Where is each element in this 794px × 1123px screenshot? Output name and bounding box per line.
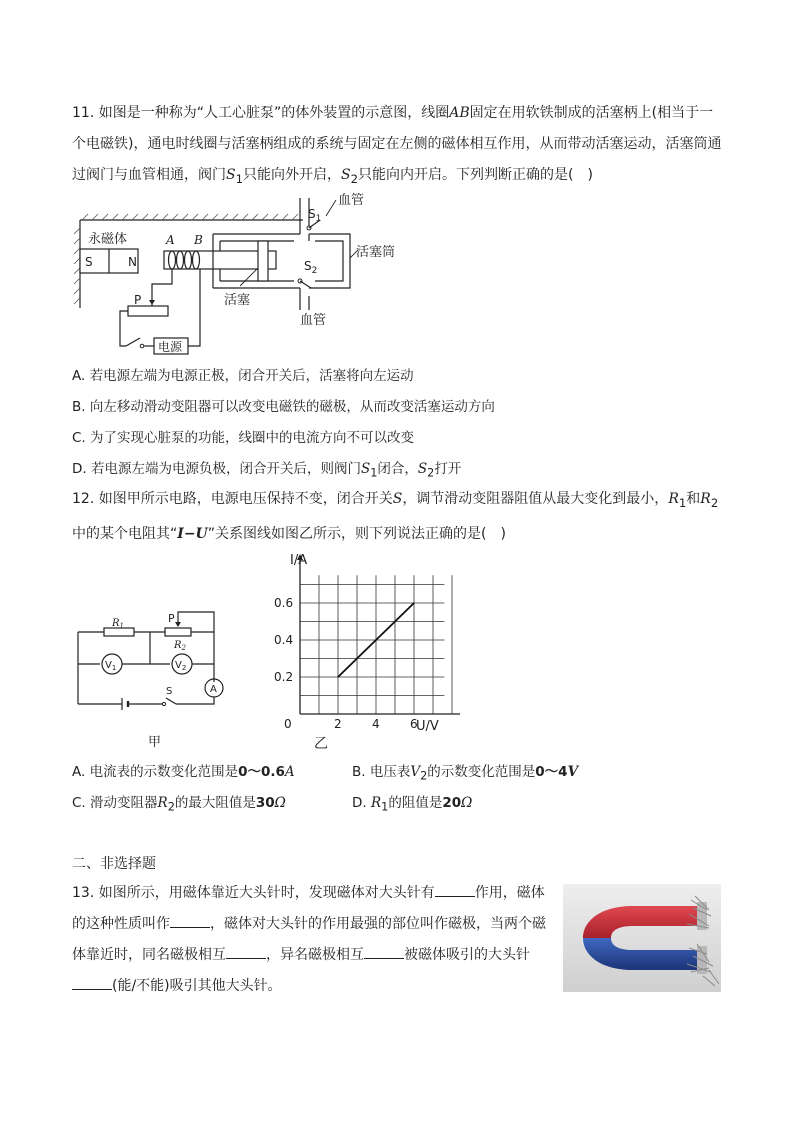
heart-pump-diagram	[68, 188, 408, 358]
svg-text:P: P	[168, 612, 175, 625]
q12-option-a[interactable]: A. 电流表的示数变化范围是0～0.6A	[72, 764, 295, 780]
voltmeter-v2: $V_2$	[175, 660, 187, 672]
q12-option-d[interactable]: D. $R_1$的阻值是20Ω	[352, 795, 473, 814]
graph-grid	[300, 575, 452, 714]
q11-stem: 11. 如图是一种称为“人工心脏泵”的体外装置的示意图，线圈AB固定在用软铁制成的活塞柄上(相当于一个电磁铁)，通电时线圈与活塞柄组成的系统与固定在左侧的磁体相互作用，从而带动活塞运动，活塞筒通过阀门与血管相通，阀门$S_1$只能向外开启，$S_2$只能向内开启。下列判断正确的是( )	[72, 105, 722, 186]
svg-text:活塞: 活塞	[224, 293, 251, 308]
blank-4[interactable]	[364, 944, 404, 959]
y-tick-label: 0.6	[274, 596, 294, 610]
section-heading: 二、非选择题	[72, 856, 156, 872]
q11-option-b[interactable]: B. 向左移动滑动变阻器可以改变电磁铁的磁极，从而改变活塞运动方向	[72, 399, 495, 415]
svg-text:血管: 血管	[300, 313, 327, 328]
magnet-label: 永磁体	[88, 232, 128, 247]
x-tick-label: 0	[284, 717, 292, 731]
iu-graph	[270, 546, 460, 752]
horseshoe-magnet-photo	[563, 884, 721, 992]
q13-stem: 13. 如图所示，用磁体靠近大头针时，发现磁体对大头针有 作用，磁体的这种性质叫作 ，磁体对大头针的作用最强的部位叫作磁极，当两个磁体靠近时，同名磁极相互 ，异名磁极相互 被磁体吸引的大头针(能/不能)吸引其他大头针。	[72, 878, 552, 1002]
circuit-caption: 甲	[148, 735, 162, 748]
q12-option-b[interactable]: B. 电压表$V_2$的示数变化范围是0～4V	[352, 764, 579, 783]
svg-text:活塞筒: 活塞筒	[356, 245, 396, 260]
q12-stem: 12. 如图甲所示电路，电源电压保持不变，闭合开关S，调节滑动变阻器阻值从最大变化到最小，$R_1$和$R_2$中的某个电阻其“I−U”关系图线如图乙所示，则下列说法正确的是( )	[72, 491, 719, 542]
blank-2[interactable]	[170, 913, 210, 928]
valve-s2-label: $S_2$	[304, 259, 318, 276]
svg-text:S: S	[85, 255, 93, 269]
svg-text:N: N	[128, 255, 137, 269]
x-tick-label: 6	[410, 717, 418, 731]
blank-3[interactable]	[226, 944, 266, 959]
blank-5[interactable]	[72, 975, 112, 990]
svg-text:S: S	[166, 686, 173, 697]
valve-s1-label: $S_1$	[308, 207, 322, 224]
graph-ticks	[274, 596, 418, 731]
circuit-diagram	[70, 606, 240, 748]
y-tick-label: 0.2	[274, 670, 294, 684]
x-tick-label: 4	[372, 717, 380, 731]
ammeter: A	[210, 684, 217, 695]
voltmeter-v1: $V_1$	[105, 660, 117, 672]
graph-caption: 乙	[314, 736, 328, 752]
blank-1[interactable]	[435, 882, 475, 897]
power-source-label: 电源	[158, 340, 183, 354]
q11-option-d[interactable]: D. 若电源左端为电源负极，闭合开关后，则阀门$S_1$闭合，$S_2$打开	[72, 461, 462, 480]
graph-axes	[297, 554, 460, 717]
svg-text:R2: $R_2$	[174, 640, 186, 652]
svg-text:血管: 血管	[338, 193, 365, 208]
svg-text:B: B	[194, 233, 203, 247]
x-tick-label: 2	[334, 717, 342, 731]
q11-option-a[interactable]: A. 若电源左端为电源正极，闭合开关后，活塞将向左运动	[72, 368, 414, 384]
svg-text:P: P	[134, 293, 142, 307]
y-tick-label: 0.4	[274, 633, 294, 647]
q11-option-c[interactable]: C. 为了实现心脏泵的功能，线圈中的电流方向不可以改变	[72, 430, 415, 446]
q12-option-c[interactable]: C. 滑动变阻器$R_2$的最大阻值是30Ω	[72, 795, 286, 814]
svg-text:R1: $R_1$	[112, 618, 124, 630]
x-axis-label: U/V	[416, 719, 439, 734]
y-axis-label: I/A	[290, 553, 308, 568]
svg-text:A: A	[166, 233, 175, 247]
